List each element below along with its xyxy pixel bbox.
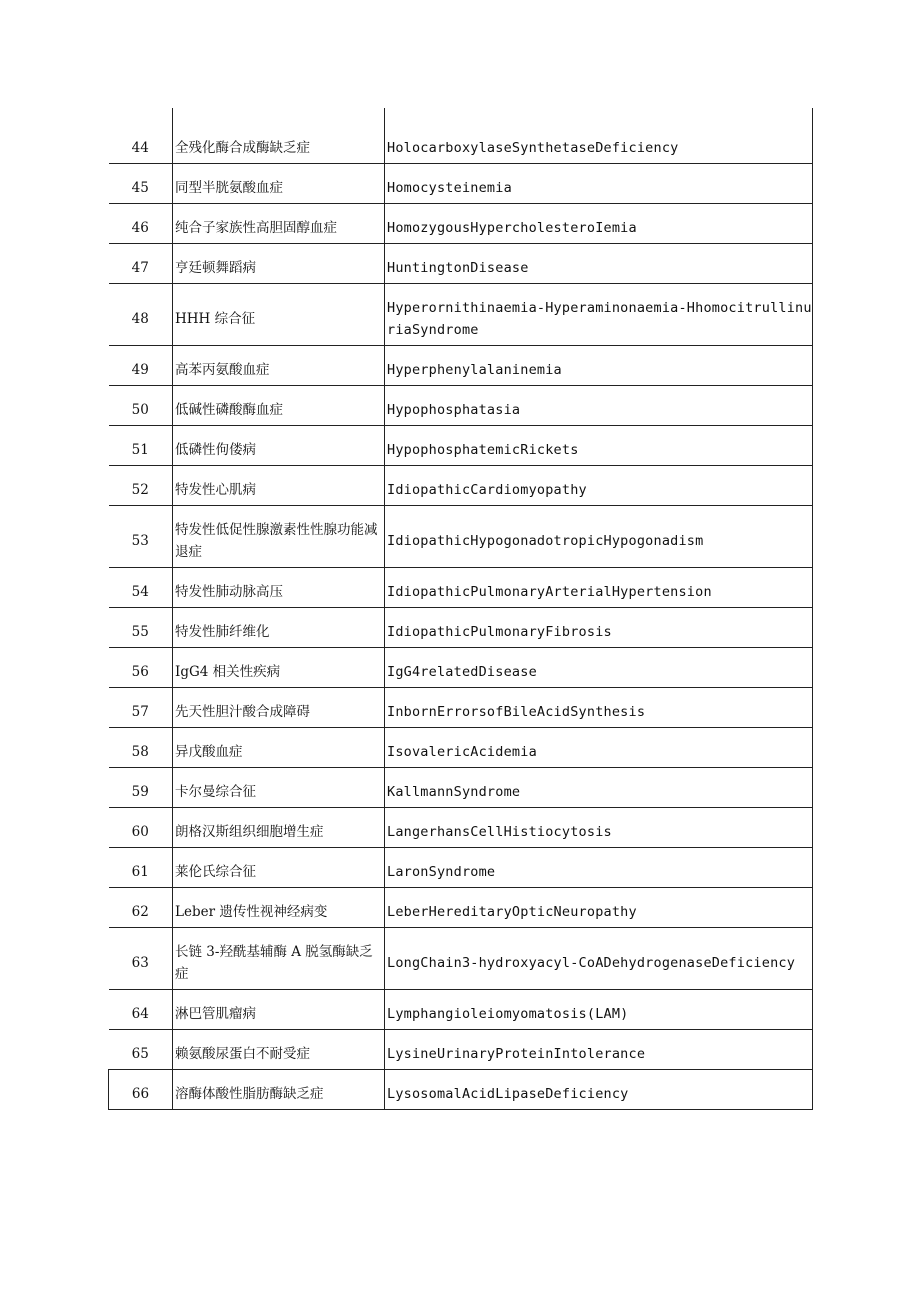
english-name: HypophosphatemicRickets — [385, 426, 813, 466]
row-number: 64 — [109, 990, 173, 1030]
chinese-name: 特发性低促性腺激素性性腺功能减退症 — [173, 506, 385, 568]
row-number: 46 — [109, 204, 173, 244]
chinese-name: 淋巴管肌瘤病 — [173, 990, 385, 1030]
row-number: 47 — [109, 244, 173, 284]
table-row — [109, 728, 813, 768]
table-body — [109, 108, 813, 1110]
english-name: HuntingtonDisease — [385, 244, 813, 284]
english-name: Hyperornithinaemia-Hyperaminonaemia-HhomocitrullinuriaSyndrome — [385, 284, 813, 346]
english-name: LangerhansCellHistiocytosis — [385, 808, 813, 848]
english-name: HolocarboxylaseSynthetaseDeficiency — [385, 108, 813, 164]
row-number: 56 — [109, 648, 173, 688]
row-number: 44 — [109, 108, 173, 164]
row-number: 55 — [109, 608, 173, 648]
row-number: 52 — [109, 466, 173, 506]
row-number: 63 — [109, 928, 173, 990]
row-number: 58 — [109, 728, 173, 768]
table-row — [109, 1030, 813, 1070]
table-row — [109, 426, 813, 466]
chinese-name: 赖氨酸尿蛋白不耐受症 — [173, 1030, 385, 1070]
table-row — [109, 848, 813, 888]
table-row — [109, 346, 813, 386]
chinese-name: 特发性肺动脉高压 — [173, 568, 385, 608]
chinese-name: IgG4 相关性疾病 — [173, 648, 385, 688]
row-number: 51 — [109, 426, 173, 466]
english-name: Hyperphenylalaninemia — [385, 346, 813, 386]
table-row — [109, 244, 813, 284]
chinese-name: 卡尔曼综合征 — [173, 768, 385, 808]
english-name: HomozygousHypercholesteroIemia — [385, 204, 813, 244]
row-number: 59 — [109, 768, 173, 808]
chinese-name: 全残化酶合成酶缺乏症 — [173, 108, 385, 164]
english-name: IdiopathicPulmonaryFibrosis — [385, 608, 813, 648]
table-row — [109, 284, 813, 346]
chinese-name: 溶酶体酸性脂肪酶缺乏症 — [173, 1070, 385, 1110]
table-row — [109, 808, 813, 848]
table-row — [109, 990, 813, 1030]
chinese-name: 莱伦氏综合征 — [173, 848, 385, 888]
row-number: 53 — [109, 506, 173, 568]
chinese-name: 异戊酸血症 — [173, 728, 385, 768]
row-number: 45 — [109, 164, 173, 204]
table-row — [109, 608, 813, 648]
chinese-name: 特发性肺纤维化 — [173, 608, 385, 648]
chinese-name: 朗格汉斯组织细胞增生症 — [173, 808, 385, 848]
english-name: LeberHereditaryOpticNeuropathy — [385, 888, 813, 928]
chinese-name: HHH 综合征 — [173, 284, 385, 346]
table-row — [109, 688, 813, 728]
table-row — [109, 164, 813, 204]
table-row — [109, 1070, 813, 1110]
row-number: 61 — [109, 848, 173, 888]
row-number: 65 — [109, 1030, 173, 1070]
table-row — [109, 108, 813, 164]
table-row — [109, 204, 813, 244]
english-name: LongChain3-hydroxyacyl-CoADehydrogenaseDeficiency — [385, 928, 813, 990]
table-row — [109, 568, 813, 608]
row-number: 57 — [109, 688, 173, 728]
chinese-name: 先天性胆汁酸合成障碍 — [173, 688, 385, 728]
english-name: LaronSyndrome — [385, 848, 813, 888]
row-number: 49 — [109, 346, 173, 386]
english-name: InbornErrorsofBileAcidSynthesis — [385, 688, 813, 728]
table-row — [109, 768, 813, 808]
chinese-name: 特发性心肌病 — [173, 466, 385, 506]
row-number: 60 — [109, 808, 173, 848]
table-row — [109, 928, 813, 990]
table-row — [109, 506, 813, 568]
table-row — [109, 888, 813, 928]
english-name: LysineUrinaryProteinIntolerance — [385, 1030, 813, 1070]
chinese-name: 亨廷顿舞蹈病 — [173, 244, 385, 284]
chinese-name: Leber 遗传性视神经病变 — [173, 888, 385, 928]
chinese-name: 低碱性磷酸酶血症 — [173, 386, 385, 426]
english-name: LysosomalAcidLipaseDeficiency — [385, 1070, 813, 1110]
english-name: Homocysteinemia — [385, 164, 813, 204]
row-number: 54 — [109, 568, 173, 608]
chinese-name: 低磷性佝偻病 — [173, 426, 385, 466]
table-row — [109, 466, 813, 506]
table-row — [109, 386, 813, 426]
english-name: Hypophosphatasia — [385, 386, 813, 426]
rare-disease-table — [108, 108, 813, 1110]
english-name: KallmannSyndrome — [385, 768, 813, 808]
chinese-name: 长链 3-羟酰基辅酶 A 脱氢酶缺乏症 — [173, 928, 385, 990]
english-name: IdiopathicHypogonadotropicHypogonadism — [385, 506, 813, 568]
row-number: 66 — [109, 1070, 173, 1110]
row-number: 48 — [109, 284, 173, 346]
english-name: IdiopathicPulmonaryArterialHypertension — [385, 568, 813, 608]
table-row — [109, 648, 813, 688]
english-name: IgG4relatedDisease — [385, 648, 813, 688]
english-name: Lymphangioleiomyomatosis(LAM) — [385, 990, 813, 1030]
chinese-name: 纯合子家族性高胆固醇血症 — [173, 204, 385, 244]
chinese-name: 同型半胱氨酸血症 — [173, 164, 385, 204]
row-number: 62 — [109, 888, 173, 928]
row-number: 50 — [109, 386, 173, 426]
chinese-name: 高苯丙氨酸血症 — [173, 346, 385, 386]
english-name: IdiopathicCardiomyopathy — [385, 466, 813, 506]
english-name: IsovalericAcidemia — [385, 728, 813, 768]
